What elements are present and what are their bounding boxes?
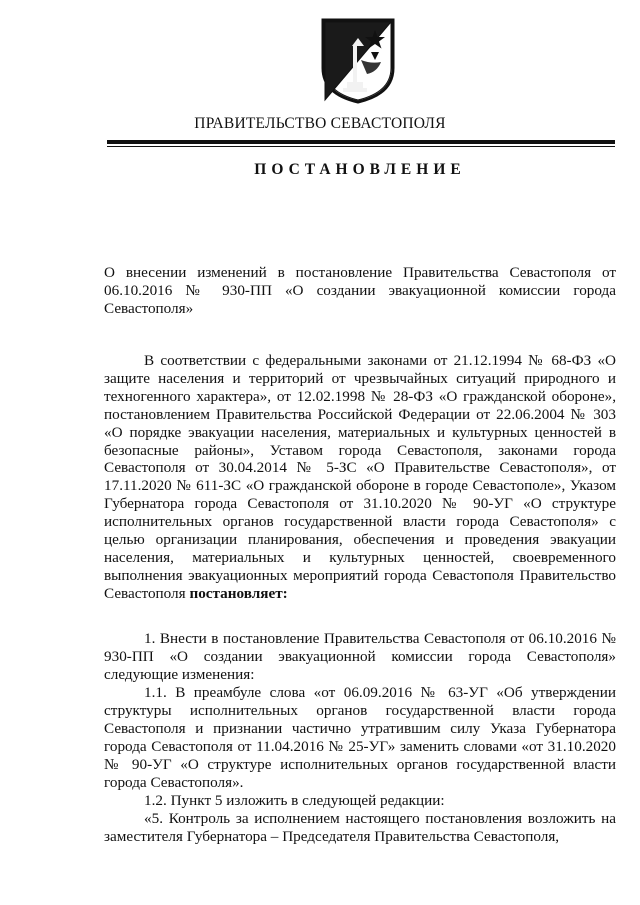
item-1-2-paragraph: 1.2. Пункт 5 изложить в следующей редакции: [144, 792, 445, 809]
document-subject: О внесении изменений в постановление Правительства Севастополя от 06.10.2016 № 930-ПП «О создании эвакуационной комиссии города Севастополя» [104, 264, 616, 317]
resolves-keyword: постановляет: [189, 584, 288, 602]
document-type-title: ПОСТАНОВЛЕНИЕ [254, 161, 466, 178]
preamble-paragraph [104, 352, 616, 603]
item-1-1-paragraph: 1.1. В преамбуле слова «от 06.09.2016 № 63-УГ «Об утверждении структуры исполнительных органов государственной власти города Севастополя и признании частично утратившим силу Указа Губернатора города Севастополя от 11.04.2016 № 25-УГ» заменить словами «от 31.10.2020 № 90-УГ «О структуре исполнительных органов государственной власти города Севастополя». [104, 684, 616, 791]
sevastopol-coat-of-arms-icon [319, 16, 397, 104]
preamble-text: В соответствии с федеральными законами от 21.12.1994 № 68-ФЗ «О защите населения и территорий от чрезвычайных ситуаций природного и техногенного характера», от 12.02.1998 № 28-ФЗ «О гражданской обороне», постановлением Правительства Российской Федерации от 22.06.2004 № 303 «О порядке эвакуации населения, материальных и культурных ценностей в безопасные районы», Уставом города Севастополя, законами города Севастополя от 30.04.2014 № 5-ЗС «О Правительстве Севастополя», от 17.11.2020 № 611-ЗС «О гражданской обороне в городе Севастополе», Указом Губернатора города Севастополя от 31.10.2020 № 90-УГ «О структуре исполнительных органов государственной власти города Севастополя» с целью организации планирования, обеспечения и проведения эвакуации населения, материальных и культурных ценностей, своевременного выполнения эвакуационных мероприятий города Севастополя Правительство Севастополя [104, 352, 616, 602]
item-1-paragraph: 1. Внести в постановление Правительства Севастополя от 06.10.2016 № 930-ПП «О создании эвакуационной комиссии города Севастополя» следующие изменения: [104, 630, 616, 683]
header-divider-thick [107, 140, 615, 144]
header-divider-thin [107, 146, 615, 147]
government-name: ПРАВИТЕЛЬСТВО СЕВАСТОПОЛЯ [194, 115, 446, 132]
item-5-quoted-paragraph: «5. Контроль за исполнением настоящего постановления возложить на заместителя Губернатора – Председателя Правительства Севастополя, [104, 810, 616, 845]
